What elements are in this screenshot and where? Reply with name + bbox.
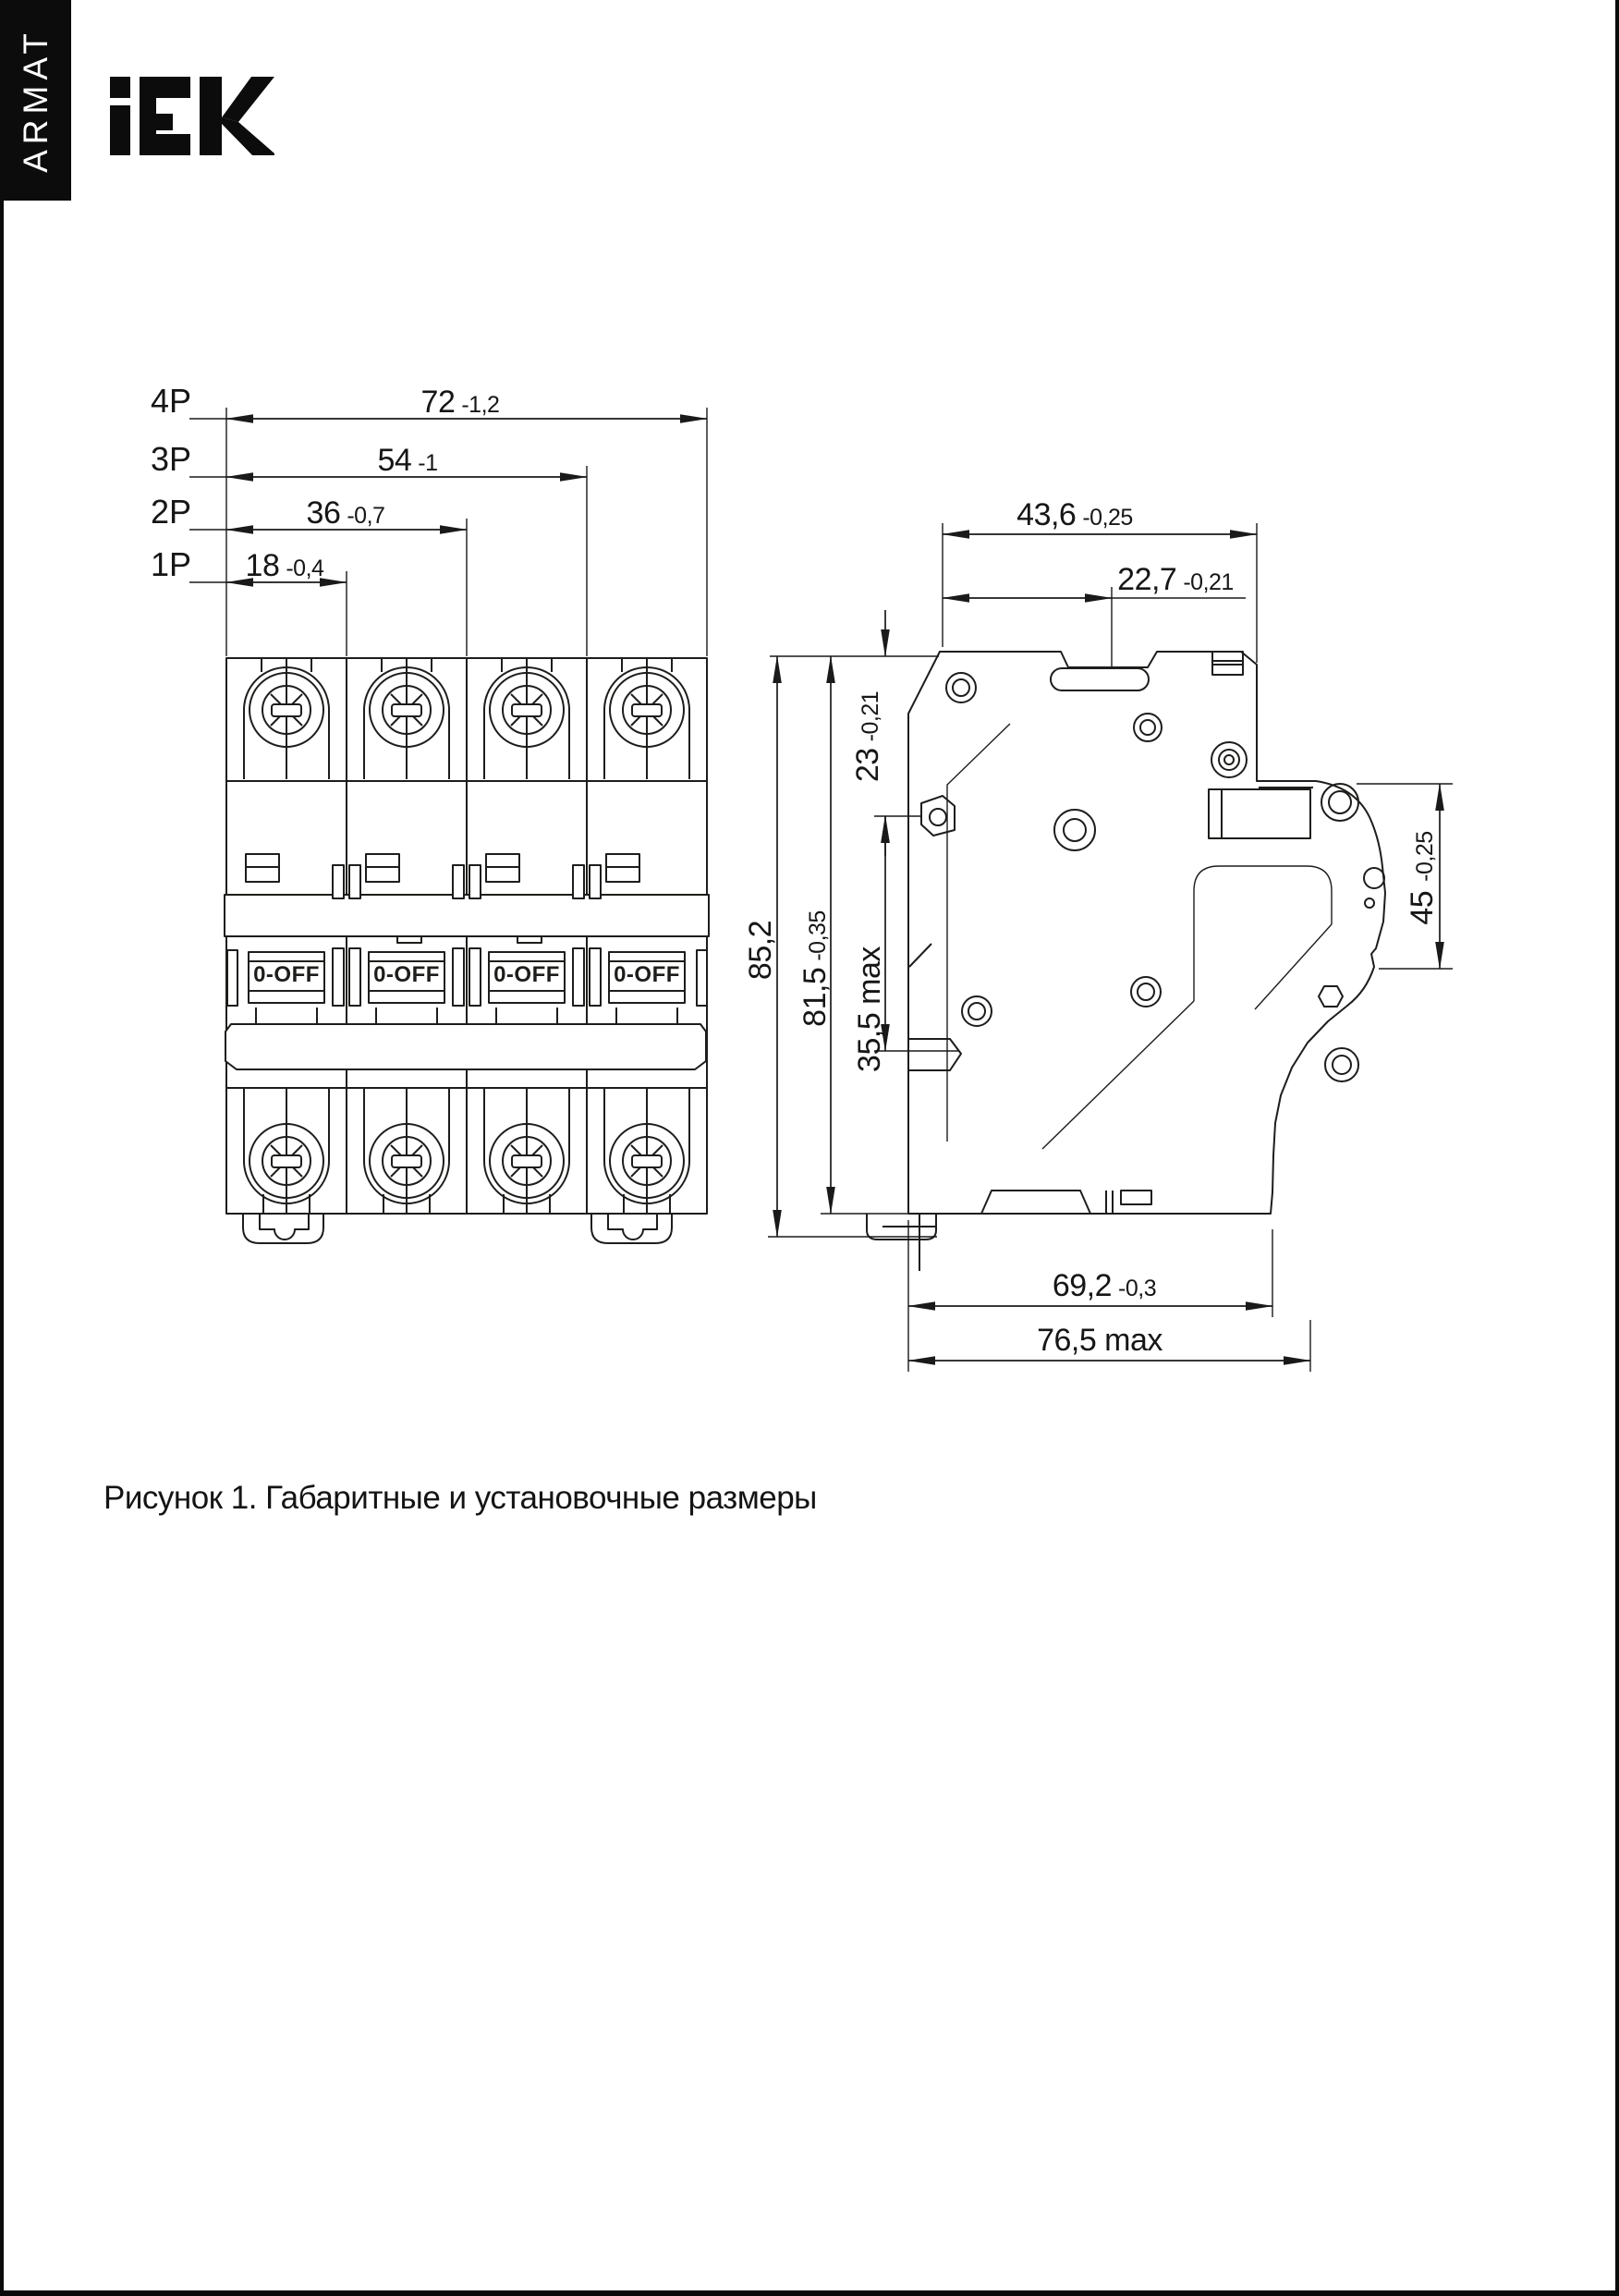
- dim-width-2p: 36 -0,7: [306, 495, 385, 531]
- dim-total-height: 85,2: [743, 920, 778, 981]
- front-view-drawing: [225, 658, 709, 1243]
- pole-label-2p: 2P: [151, 493, 192, 531]
- handle-marking-4: 0-OFF: [614, 962, 680, 987]
- handle-marking-3: 0-OFF: [493, 962, 560, 987]
- side-view-rivets: [946, 673, 1358, 1081]
- dim-width-3p: 54 -1: [377, 443, 438, 478]
- dim-rail-zone: 35,5 max: [852, 946, 887, 1072]
- dim-width-4p: 72 -1,2: [420, 385, 500, 420]
- handle-marking-2: 0-OFF: [373, 962, 440, 987]
- pole-label-4p: 4P: [151, 382, 192, 420]
- dim-top-to-rail: 23-0,21: [850, 690, 885, 783]
- side-view-dimensions: [743, 497, 1453, 1372]
- side-view-drawing: [867, 652, 1385, 1271]
- front-view-dimensions: [151, 382, 707, 656]
- brand-tab-label: ARMAT: [17, 28, 55, 173]
- din-clip-right: [591, 1214, 672, 1243]
- dim-body-height: 81,5-0,35: [797, 910, 833, 1027]
- handle-marking-1: 0-OFF: [253, 962, 320, 987]
- page-border-bottom: [0, 2290, 1619, 2296]
- pole-label-1p: 1P: [151, 545, 192, 583]
- dim-mid-width: 22,7 -0,21: [1117, 562, 1234, 597]
- front-lower-band: [225, 1024, 706, 1069]
- dim-width-1p: 18 -0,4: [245, 548, 324, 583]
- dim-depth-max: 76,5 max: [1037, 1323, 1163, 1358]
- din-clip-left: [243, 1214, 323, 1243]
- figure-caption: Рисунок 1. Габаритные и установочные размеры: [103, 1480, 817, 1516]
- pole-label-3p: 3P: [151, 440, 192, 478]
- dim-top-width: 43,6 -0,25: [1016, 497, 1133, 532]
- dim-depth: 69,2 -0,3: [1052, 1268, 1157, 1303]
- dim-front-height: 45-0,25: [1405, 831, 1440, 925]
